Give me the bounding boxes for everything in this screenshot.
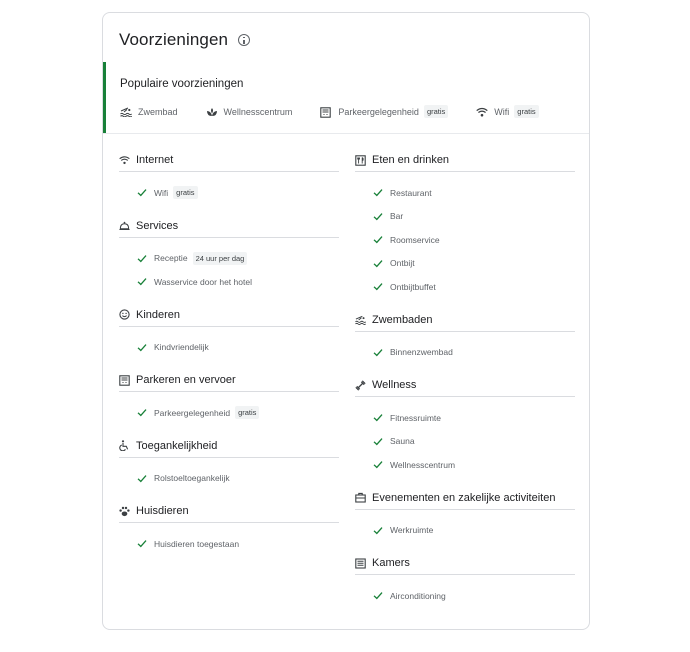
check-icon bbox=[137, 408, 154, 417]
amenity-section bbox=[119, 151, 339, 205]
info-badge: 24 uur per dag bbox=[193, 252, 248, 265]
amenity-label: Receptie bbox=[154, 253, 188, 264]
check-icon bbox=[373, 212, 390, 221]
amenity-item bbox=[119, 247, 339, 271]
section-title: Huisdieren bbox=[136, 505, 189, 517]
amenity-label: Wifi bbox=[154, 187, 169, 198]
section-title: Internet bbox=[136, 154, 174, 166]
wifi-icon bbox=[476, 107, 488, 117]
section-divider bbox=[119, 457, 339, 458]
room-icon bbox=[355, 558, 366, 569]
check-icon bbox=[373, 526, 390, 535]
section-divider bbox=[355, 331, 575, 332]
check-icon bbox=[373, 282, 390, 291]
business-icon bbox=[355, 492, 366, 503]
popular-item bbox=[476, 105, 538, 118]
wheelchair-icon bbox=[119, 440, 130, 451]
check-icon bbox=[373, 259, 390, 268]
amenity-label: Wasservice door het hotel bbox=[154, 276, 252, 287]
amenity-section bbox=[355, 376, 575, 477]
bell-icon bbox=[119, 220, 130, 231]
amenity-section bbox=[119, 371, 339, 425]
section-divider bbox=[119, 522, 339, 523]
popular-title: Populaire voorzieningen bbox=[120, 78, 244, 90]
header bbox=[119, 30, 250, 50]
paw-icon bbox=[119, 506, 130, 517]
spa-icon bbox=[206, 107, 218, 117]
amenity-label: Wellnesscentrum bbox=[390, 459, 456, 470]
section-header bbox=[119, 217, 339, 235]
amenity-label: Parkeergelegenheid bbox=[154, 407, 231, 418]
check-icon bbox=[373, 460, 390, 469]
section-divider bbox=[119, 391, 339, 392]
info-icon[interactable] bbox=[238, 34, 250, 46]
info-badge: gratis bbox=[173, 186, 197, 199]
section-header bbox=[355, 376, 575, 394]
amenity-item bbox=[355, 252, 575, 276]
amenity-label: Huisdieren toegestaan bbox=[154, 538, 240, 549]
section-title: Zwembaden bbox=[372, 313, 433, 326]
amenity-item bbox=[355, 430, 575, 454]
parking-icon bbox=[119, 375, 130, 386]
section-divider bbox=[119, 171, 339, 172]
section-title: Toegankelijkheid bbox=[136, 439, 218, 452]
section-divider bbox=[355, 171, 575, 172]
amenity-item bbox=[355, 228, 575, 252]
popular-item bbox=[120, 107, 178, 117]
amenity-item bbox=[355, 519, 575, 543]
section-title: Eten en drinken bbox=[372, 154, 450, 166]
popular-item-label: Parkeergelegenheid bbox=[338, 106, 419, 117]
amenity-item bbox=[355, 205, 575, 229]
section-title: Kinderen bbox=[136, 308, 181, 321]
popular-item-label: Wifi bbox=[494, 106, 510, 117]
amenity-item bbox=[355, 181, 575, 205]
pool-icon bbox=[120, 107, 132, 117]
section-divider bbox=[355, 509, 575, 510]
amenity-item bbox=[119, 336, 339, 360]
amenity-label: Ontbijt bbox=[390, 258, 415, 269]
amenity-section bbox=[355, 151, 575, 299]
amenity-section bbox=[355, 554, 575, 608]
amenity-label: Airconditioning bbox=[390, 590, 446, 601]
popular-amenities bbox=[103, 62, 589, 133]
fitness-icon bbox=[355, 380, 366, 391]
wifi-icon bbox=[119, 155, 130, 166]
amenity-section bbox=[119, 306, 339, 360]
amenity-label: Bar bbox=[390, 211, 404, 222]
amenity-section bbox=[119, 437, 339, 491]
amenity-item bbox=[119, 401, 339, 425]
amenity-item bbox=[119, 270, 339, 294]
amenity-item bbox=[119, 532, 339, 556]
section-divider bbox=[119, 326, 339, 327]
popular-item bbox=[206, 107, 293, 117]
left-column bbox=[119, 151, 339, 568]
amenity-label: Werkruimte bbox=[390, 525, 434, 536]
amenity-section bbox=[355, 311, 575, 365]
check-icon bbox=[137, 539, 154, 548]
amenity-item bbox=[355, 453, 575, 477]
section-title: Parkeren en vervoer bbox=[136, 374, 236, 386]
check-icon bbox=[137, 254, 154, 263]
amenity-label: Binnenzwembad bbox=[390, 347, 453, 358]
section-header bbox=[355, 311, 575, 329]
amenity-item bbox=[355, 341, 575, 365]
amenity-label: Restaurant bbox=[390, 187, 432, 198]
section-header bbox=[119, 151, 339, 169]
amenity-label: Sauna bbox=[390, 436, 415, 447]
amenity-item bbox=[355, 275, 575, 299]
amenity-label: Roomservice bbox=[390, 234, 440, 245]
check-icon bbox=[373, 235, 390, 244]
smiley-icon bbox=[119, 309, 130, 320]
section-header bbox=[355, 489, 575, 507]
section-title: Wellness bbox=[372, 379, 417, 391]
popular-item-label: Wellnesscentrum bbox=[223, 106, 293, 117]
amenity-section bbox=[119, 502, 339, 556]
section-header bbox=[355, 554, 575, 572]
popular-item-label: Zwembad bbox=[138, 106, 178, 117]
popular-item bbox=[320, 105, 448, 118]
free-badge: gratis bbox=[424, 105, 448, 118]
pool-icon bbox=[355, 314, 366, 325]
amenity-item bbox=[119, 181, 339, 205]
free-badge: gratis bbox=[514, 105, 538, 118]
section-header bbox=[119, 502, 339, 520]
amenity-label: Ontbijtbuffet bbox=[390, 281, 436, 292]
check-icon bbox=[137, 343, 154, 352]
check-icon bbox=[373, 188, 390, 197]
parking-icon bbox=[320, 107, 332, 117]
amenity-item bbox=[355, 406, 575, 430]
section-header bbox=[355, 151, 575, 169]
section-header bbox=[119, 437, 339, 455]
check-icon bbox=[373, 348, 390, 357]
amenity-section bbox=[355, 489, 575, 543]
amenity-label: Kindvriendelijk bbox=[154, 342, 209, 353]
amenities-card bbox=[102, 12, 590, 630]
section-divider bbox=[355, 396, 575, 397]
check-icon bbox=[137, 474, 154, 483]
amenity-label: Rolstoeltoegankelijk bbox=[154, 473, 230, 484]
section-divider bbox=[119, 237, 339, 238]
amenity-section bbox=[119, 217, 339, 294]
section-title: Kamers bbox=[372, 557, 410, 569]
amenity-label: Fitnessruimte bbox=[390, 412, 442, 423]
right-column bbox=[355, 151, 575, 620]
divider bbox=[103, 133, 589, 134]
check-icon bbox=[373, 591, 390, 600]
popular-list bbox=[120, 105, 567, 118]
section-header bbox=[119, 371, 339, 389]
section-title: Evenementen en zakelijke activiteiten bbox=[372, 491, 556, 504]
check-icon bbox=[137, 277, 154, 286]
check-icon bbox=[373, 413, 390, 422]
check-icon bbox=[137, 188, 154, 197]
amenity-item bbox=[119, 467, 339, 491]
info-badge: gratis bbox=[235, 406, 259, 419]
check-icon bbox=[373, 437, 390, 446]
amenity-item bbox=[355, 584, 575, 608]
section-title: Services bbox=[136, 219, 179, 232]
section-header bbox=[119, 306, 339, 324]
page-title: Voorzieningen bbox=[119, 30, 229, 49]
restaurant-icon bbox=[355, 155, 366, 166]
section-divider bbox=[355, 574, 575, 575]
